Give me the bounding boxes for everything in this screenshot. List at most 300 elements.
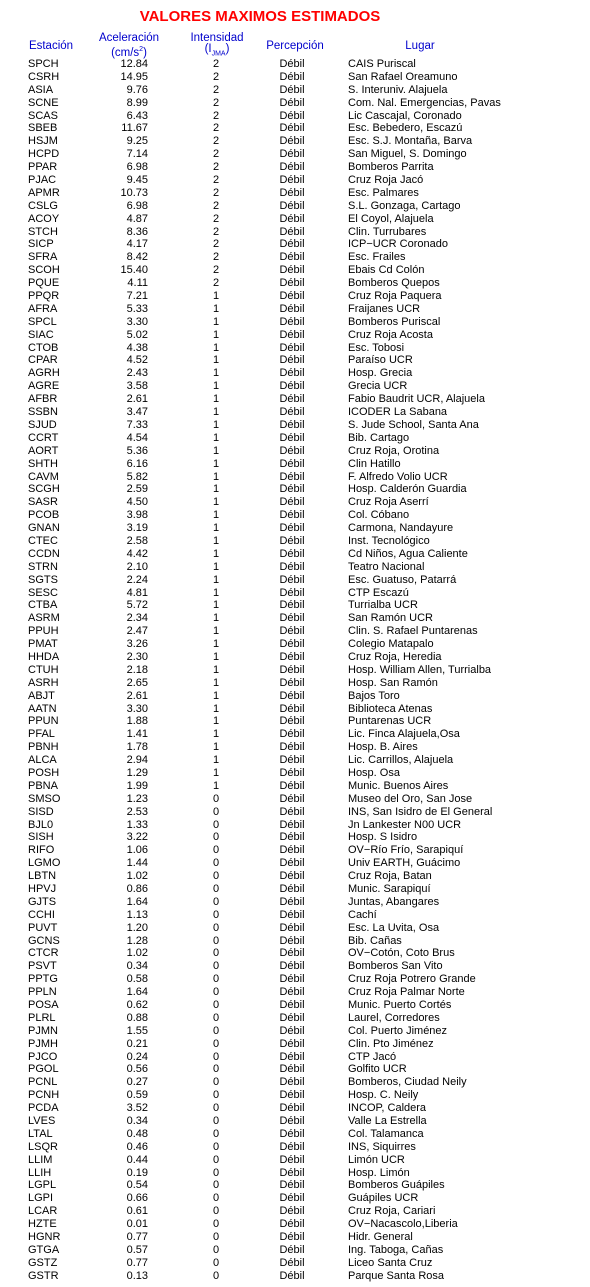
station-code: ASIA xyxy=(28,83,54,96)
location-name: Bajos Toro xyxy=(348,689,400,702)
acceleration-value: 1.78 xyxy=(126,741,148,754)
table-row xyxy=(0,999,590,1012)
table-row xyxy=(0,342,590,355)
table-row xyxy=(0,251,590,264)
table-row xyxy=(0,1076,590,1089)
perception-value: Débil xyxy=(279,986,305,999)
acceleration-value: 5.36 xyxy=(126,444,148,457)
station-code: STCH xyxy=(28,225,58,238)
location-name: Esc. Palmares xyxy=(348,186,419,199)
intensity-value: 1 xyxy=(212,586,220,599)
perception-value: Débil xyxy=(279,1102,305,1115)
table-row xyxy=(0,58,590,71)
table-row xyxy=(0,715,590,728)
perception-value: Débil xyxy=(279,470,305,483)
station-code: CTCR xyxy=(28,947,59,960)
intensity-value: 0 xyxy=(212,1243,220,1256)
station-code: PMAT xyxy=(28,638,58,651)
location-name: ICP−UCR Coronado xyxy=(348,238,448,251)
perception-value: Débil xyxy=(279,1037,305,1050)
acceleration-value: 2.61 xyxy=(126,393,148,406)
station-code: ASRM xyxy=(28,612,60,625)
intensity-value: 1 xyxy=(212,741,220,754)
intensity-value: 2 xyxy=(212,122,220,135)
acceleration-value: 5.72 xyxy=(126,599,148,612)
acceleration-value: 0.57 xyxy=(126,1243,148,1256)
table-row xyxy=(0,767,590,780)
station-code: LGMO xyxy=(28,857,61,870)
intensity-value: 0 xyxy=(212,1115,220,1128)
table-row xyxy=(0,110,590,123)
perception-value: Débil xyxy=(279,1256,305,1269)
intensity-value: 0 xyxy=(212,1024,220,1037)
table-row xyxy=(0,1038,590,1051)
table-row xyxy=(0,419,590,432)
perception-value: Débil xyxy=(279,302,305,315)
acceleration-value: 4.11 xyxy=(127,277,148,290)
station-code: PCNL xyxy=(28,1076,58,1089)
station-code: PCOB xyxy=(28,509,60,522)
location-name: Lic. Finca Alajuela,Osa xyxy=(348,728,460,741)
location-name: Turrialba UCR xyxy=(348,599,418,612)
location-name: Cruz Roja, Cariari xyxy=(348,1205,436,1218)
location-name: Fraijanes UCR xyxy=(348,302,421,315)
location-name: Ebais Cd Colón xyxy=(348,264,425,277)
acceleration-value: 0.44 xyxy=(126,1153,148,1166)
header-intensidad-label: Intensidad xyxy=(190,32,244,44)
station-code: AGRH xyxy=(28,367,60,380)
location-name: OV−Río Frío, Sarapiquí xyxy=(348,844,464,857)
intensity-value: 2 xyxy=(212,109,220,122)
perception-value: Débil xyxy=(279,1076,305,1089)
table-row xyxy=(0,857,590,870)
intensity-value: 2 xyxy=(212,277,220,290)
perception-value: Débil xyxy=(279,161,305,174)
table-row xyxy=(0,522,590,535)
acceleration-value: 9.25 xyxy=(126,135,148,148)
station-code: PBNH xyxy=(28,741,59,754)
intensity-value: 0 xyxy=(212,1127,220,1140)
intensity-value: 2 xyxy=(212,264,220,277)
location-name: Hosp. S Isidro xyxy=(348,831,418,844)
intensity-value: 1 xyxy=(212,393,220,406)
perception-value: Débil xyxy=(279,186,305,199)
acceleration-value: 1.99 xyxy=(126,779,148,792)
perception-value: Débil xyxy=(279,1243,305,1256)
header-lugar: Lugar xyxy=(405,40,435,52)
location-name: Paraíso UCR xyxy=(348,354,413,367)
perception-value: Débil xyxy=(279,264,305,277)
station-code: GNAN xyxy=(28,522,60,535)
perception-value: Débil xyxy=(279,1127,305,1140)
station-code: LVES xyxy=(28,1115,56,1128)
acceleration-value: 4.42 xyxy=(126,547,148,560)
perception-value: Débil xyxy=(279,406,305,419)
location-name: S. Jude School, Santa Ana xyxy=(348,418,479,431)
table-row xyxy=(0,922,590,935)
table-row xyxy=(0,599,590,612)
location-name: Hidr. General xyxy=(348,1231,413,1244)
perception-value: Débil xyxy=(279,199,305,212)
table-row xyxy=(0,741,590,754)
header-estacion: Estación xyxy=(28,40,74,52)
perception-value: Débil xyxy=(279,805,305,818)
intensity-value: 0 xyxy=(212,934,220,947)
location-name: S.L. Gonzaga, Cartago xyxy=(348,199,461,212)
acceleration-value: 1.06 xyxy=(126,844,148,857)
table-row xyxy=(0,1141,590,1154)
location-name: Cruz Roja Palmar Norte xyxy=(348,986,465,999)
location-name: Hosp. Limón xyxy=(348,1166,410,1179)
location-name: Cruz Roja, Heredia xyxy=(348,650,442,663)
intensity-value: 1 xyxy=(212,290,220,303)
perception-value: Débil xyxy=(279,1192,305,1205)
perception-value: Débil xyxy=(279,341,305,354)
table-row xyxy=(0,483,590,496)
intensity-value: 1 xyxy=(212,728,220,741)
intensity-value: 0 xyxy=(212,1218,220,1231)
station-code: PPAR xyxy=(28,161,58,174)
perception-value: Débil xyxy=(279,676,305,689)
station-code: PGOL xyxy=(28,1063,59,1076)
station-code: CPAR xyxy=(28,354,58,367)
perception-value: Débil xyxy=(279,393,305,406)
acceleration-value: 0.86 xyxy=(126,883,148,895)
location-name: Biblioteca Atenas xyxy=(348,702,433,715)
station-code: LLIM xyxy=(28,1153,53,1166)
intensity-value: 1 xyxy=(212,328,220,341)
perception-value: Débil xyxy=(279,457,305,470)
perception-value: Débil xyxy=(279,1179,305,1192)
table-row xyxy=(0,122,590,135)
acceleration-value: 4.38 xyxy=(126,341,148,354)
table-row xyxy=(0,1244,590,1257)
location-name: Bomberos Puriscal xyxy=(348,315,441,328)
header-aceleracion-unit: $(cm/s^2)$ xyxy=(111,46,147,59)
perception-value: Débil xyxy=(279,83,305,96)
acceleration-value: 3.22 xyxy=(126,831,148,844)
table-row xyxy=(0,844,590,857)
intensity-value: 2 xyxy=(212,186,220,199)
table-row xyxy=(0,896,590,909)
acceleration-value: 4.81 xyxy=(126,586,148,599)
acceleration-value: 1.41 xyxy=(126,728,148,741)
station-code: POSA xyxy=(28,999,59,1012)
acceleration-value: 3.19 xyxy=(126,522,148,535)
intensity-value: 1 xyxy=(212,754,220,767)
location-name: Bomberos Guápiles xyxy=(348,1179,445,1192)
station-code: LCAR xyxy=(28,1205,58,1218)
table-row xyxy=(0,561,590,574)
perception-value: Débil xyxy=(279,367,305,380)
station-code: SIAC xyxy=(28,328,54,341)
perception-value: Débil xyxy=(279,483,305,496)
table-row xyxy=(0,367,590,380)
perception-value: Débil xyxy=(279,109,305,122)
table-row xyxy=(0,870,590,883)
location-name: Bomberos, Ciudad Neily xyxy=(348,1076,467,1089)
table-row xyxy=(0,393,590,406)
location-name: OV−Nacascolo,Liberia xyxy=(348,1218,458,1231)
acceleration-value: 2.18 xyxy=(126,663,148,676)
station-code: PJAC xyxy=(28,174,57,187)
perception-value: Débil xyxy=(279,238,305,251)
station-code: CCRT xyxy=(28,431,59,444)
table-row xyxy=(0,960,590,973)
location-name: Lic Cascajal, Coronado xyxy=(348,109,462,122)
acceleration-value: 1.44 xyxy=(126,857,148,870)
acceleration-value: 10.73 xyxy=(120,186,148,199)
station-code: AFRA xyxy=(28,302,58,315)
perception-value: Débil xyxy=(279,1205,305,1218)
station-code: HPVJ xyxy=(28,883,57,895)
station-code: CSRH xyxy=(28,70,60,83)
intensity-value: 1 xyxy=(212,638,220,651)
acceleration-value: 0.77 xyxy=(126,1256,148,1269)
table-row xyxy=(0,226,590,239)
location-name: Esc. S.J. Montaña, Barva xyxy=(348,135,473,148)
table-row xyxy=(0,909,590,922)
intensity-value: 0 xyxy=(212,1231,220,1244)
location-name: Hosp. Osa xyxy=(348,766,400,779)
location-name: Esc. Frailes xyxy=(348,251,406,264)
intensity-value: 1 xyxy=(212,509,220,522)
acceleration-value: 3.30 xyxy=(126,702,148,715)
station-code: SMSO xyxy=(28,792,61,805)
location-name: ICODER La Sabana xyxy=(348,406,448,419)
perception-value: Débil xyxy=(279,354,305,367)
acceleration-value: 0.59 xyxy=(126,1089,148,1102)
station-code: LLIH xyxy=(28,1166,52,1179)
station-code: SCOH xyxy=(28,264,60,277)
acceleration-value: 6.98 xyxy=(126,199,148,212)
station-code: PPUH xyxy=(28,625,59,638)
station-code: RIFO xyxy=(28,844,55,857)
intensity-value: 1 xyxy=(212,534,220,547)
station-code: GTGA xyxy=(28,1243,60,1256)
table-row xyxy=(0,728,590,741)
perception-value: Débil xyxy=(279,225,305,238)
perception-value: Débil xyxy=(279,522,305,535)
intensity-value: 0 xyxy=(212,1089,220,1102)
perception-value: Débil xyxy=(279,663,305,676)
intensity-value: 2 xyxy=(212,135,220,148)
location-name: El Coyol, Alajuela xyxy=(348,212,434,225)
acceleration-value: 0.46 xyxy=(126,1140,148,1153)
perception-value: Débil xyxy=(279,418,305,431)
table-row xyxy=(0,445,590,458)
perception-value: Débil xyxy=(279,560,305,573)
table-row xyxy=(0,1231,590,1244)
table-row xyxy=(0,690,590,703)
location-name: Parque Santa Rosa xyxy=(348,1269,445,1282)
table-row xyxy=(0,1025,590,1038)
location-name: CAIS Puriscal xyxy=(348,58,416,70)
location-name: Liceo Santa Cruz xyxy=(348,1256,433,1269)
intensity-value: 2 xyxy=(212,70,220,83)
acceleration-value: 0.58 xyxy=(126,973,148,986)
intensity-value: 1 xyxy=(212,715,220,728)
intensity-value: 0 xyxy=(212,973,220,986)
location-name: S. Interuniv. Alajuela xyxy=(348,83,448,96)
perception-value: Débil xyxy=(279,586,305,599)
location-name: Cruz Roja Aserrí xyxy=(348,496,429,509)
perception-value: Débil xyxy=(279,290,305,303)
location-name: Valle La Estrella xyxy=(348,1115,427,1128)
intensity-value: 0 xyxy=(212,1102,220,1115)
location-name: Bib. Cañas xyxy=(348,934,402,947)
header-aceleracion-label: Aceleración xyxy=(98,32,160,44)
perception-value: Débil xyxy=(279,431,305,444)
intensity-value: 0 xyxy=(212,1140,220,1153)
perception-value: Débil xyxy=(279,844,305,857)
table-row xyxy=(0,135,590,148)
acceleration-value: 0.88 xyxy=(126,1011,148,1024)
location-name: Munic. Sarapiquí xyxy=(348,883,431,895)
table-row xyxy=(0,1012,590,1025)
acceleration-value: 6.98 xyxy=(126,161,148,174)
acceleration-value: 2.65 xyxy=(126,676,148,689)
table-row xyxy=(0,703,590,716)
location-name: F. Alfredo Volio UCR xyxy=(348,470,448,483)
acceleration-value: 2.58 xyxy=(126,534,148,547)
intensity-value: 1 xyxy=(212,354,220,367)
acceleration-value: 1.88 xyxy=(126,715,148,728)
location-name: Grecia UCR xyxy=(348,380,408,393)
acceleration-value: 0.61 xyxy=(126,1205,148,1218)
perception-value: Débil xyxy=(279,1011,305,1024)
table-row xyxy=(0,935,590,948)
perception-value: Débil xyxy=(279,625,305,638)
acceleration-value: 0.21 xyxy=(126,1037,148,1050)
acceleration-value: 3.47 xyxy=(126,406,148,419)
acceleration-value: 3.98 xyxy=(126,509,148,522)
perception-value: Débil xyxy=(279,496,305,509)
perception-value: Débil xyxy=(279,1140,305,1153)
acceleration-value: 2.61 xyxy=(126,689,148,702)
acceleration-value: 0.34 xyxy=(126,960,148,973)
intensity-value: 1 xyxy=(212,766,220,779)
location-name: Puntarenas UCR xyxy=(348,715,432,728)
table-row xyxy=(0,548,590,561)
intensity-value: 0 xyxy=(212,999,220,1012)
station-code: SPCL xyxy=(28,315,57,328)
table-row xyxy=(0,329,590,342)
location-name: San Ramón UCR xyxy=(348,612,433,625)
station-code: CTOB xyxy=(28,341,59,354)
acceleration-value: 3.52 xyxy=(126,1102,148,1115)
perception-value: Débil xyxy=(279,1153,305,1166)
location-name: Guápiles UCR xyxy=(348,1192,419,1205)
intensity-value: 0 xyxy=(212,1063,220,1076)
acceleration-value: 3.30 xyxy=(126,315,148,328)
intensity-value: 1 xyxy=(212,573,220,586)
table-row xyxy=(0,1167,590,1180)
intensity-value: 2 xyxy=(212,225,220,238)
table-row xyxy=(0,316,590,329)
station-code: PPTG xyxy=(28,973,58,986)
table-row xyxy=(0,1218,590,1231)
intensity-value: 0 xyxy=(212,908,220,921)
table-row xyxy=(0,819,590,832)
intensity-value: 1 xyxy=(212,702,220,715)
table-row xyxy=(0,213,590,226)
acceleration-value: 1.13 xyxy=(126,908,148,921)
intensity-value: 1 xyxy=(212,470,220,483)
header-intensidad xyxy=(176,33,258,59)
perception-value: Débil xyxy=(279,754,305,767)
perception-value: Débil xyxy=(279,251,305,264)
acceleration-value: 9.45 xyxy=(126,174,148,187)
acceleration-value: 2.34 xyxy=(126,612,148,625)
header-intensidad-unit: $(I_{JMA})$ xyxy=(204,43,230,58)
acceleration-value: 2.94 xyxy=(126,754,148,767)
station-code: HCPD xyxy=(28,148,60,161)
perception-value: Débil xyxy=(279,135,305,148)
table-row xyxy=(0,1192,590,1205)
station-code: AATN xyxy=(28,702,57,715)
perception-value: Débil xyxy=(279,999,305,1012)
table-row xyxy=(0,174,590,187)
perception-value: Débil xyxy=(279,547,305,560)
location-name: Hosp. Grecia xyxy=(348,367,413,380)
acceleration-value: 2.43 xyxy=(126,367,148,380)
acceleration-value: 7.21 xyxy=(126,290,148,303)
location-name: Golfito UCR xyxy=(348,1063,407,1076)
intensity-value: 1 xyxy=(212,663,220,676)
perception-value: Débil xyxy=(279,715,305,728)
location-name: Col. Cóbano xyxy=(348,509,410,522)
perception-value: Débil xyxy=(279,573,305,586)
station-code: PFAL xyxy=(28,728,55,741)
location-name: Museo del Oro, San Jose xyxy=(348,792,473,805)
table-row xyxy=(0,1102,590,1115)
table-row xyxy=(0,986,590,999)
location-name: Clin. S. Rafael Puntarenas xyxy=(348,625,478,638)
perception-value: Débil xyxy=(279,960,305,973)
station-code: LSQR xyxy=(28,1140,58,1153)
perception-value: Débil xyxy=(279,921,305,934)
location-name: Munic. Buenos Aires xyxy=(348,779,449,792)
intensity-value: 0 xyxy=(212,805,220,818)
table-row xyxy=(0,806,590,819)
perception-value: Débil xyxy=(279,509,305,522)
table-row xyxy=(0,71,590,84)
intensity-value: 0 xyxy=(212,844,220,857)
station-code: AGRE xyxy=(28,380,60,393)
table-row xyxy=(0,277,590,290)
table-row xyxy=(0,238,590,251)
station-code: HHDA xyxy=(28,650,60,663)
acceleration-value: 11.67 xyxy=(121,122,148,135)
intensity-value: 2 xyxy=(212,199,220,212)
station-code: PJCO xyxy=(28,1050,58,1063)
acceleration-value: 2.53 xyxy=(126,805,148,818)
intensity-value: 0 xyxy=(212,986,220,999)
perception-value: Débil xyxy=(279,174,305,187)
station-code: CSLG xyxy=(28,199,58,212)
station-code: CCDN xyxy=(28,547,60,560)
location-name: Hosp. William Allen, Turrialba xyxy=(348,663,492,676)
perception-value: Débil xyxy=(279,315,305,328)
intensity-value: 2 xyxy=(212,58,220,70)
location-name: Munic. Puerto Cortés xyxy=(348,999,452,1012)
location-name: Univ EARTH, Guácimo xyxy=(348,857,461,870)
station-code: CTUH xyxy=(28,663,59,676)
station-code: CCHI xyxy=(28,908,55,921)
acceleration-value: 3.58 xyxy=(126,380,148,393)
intensity-value: 0 xyxy=(212,883,220,895)
